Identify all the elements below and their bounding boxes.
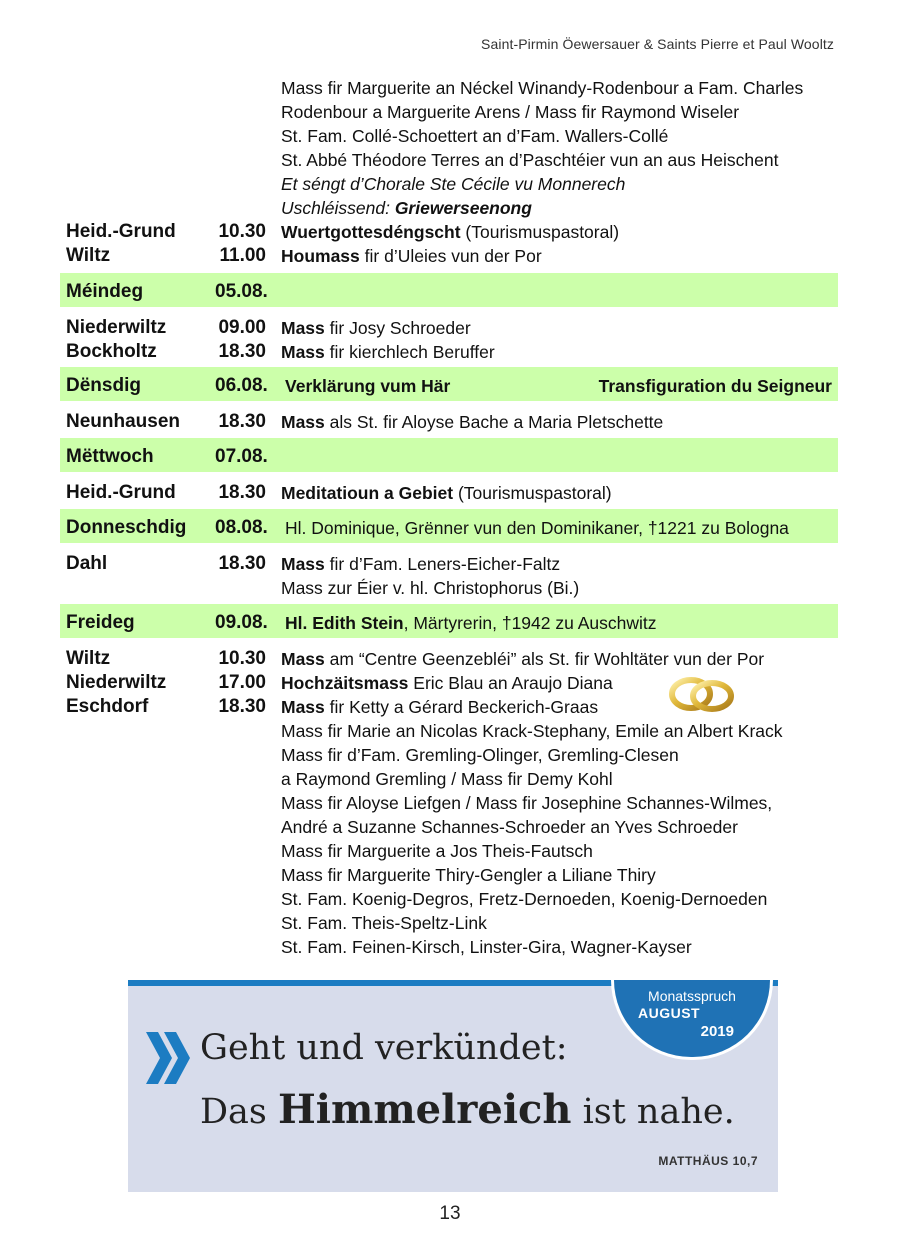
service-type: Mass	[281, 649, 325, 669]
intro-text: Rodenbour a Marguerite Arens / Mass fir Raymond Wiseler	[281, 102, 740, 122]
service-row	[60, 743, 838, 767]
service-place	[60, 863, 170, 887]
service-intention: Mass fir d’Fam. Gremling-Olinger, Gremling-Clesen	[281, 745, 679, 765]
service-time	[170, 863, 270, 887]
place-empty	[60, 124, 170, 148]
service-row	[60, 767, 838, 791]
day-date: 07.08.	[215, 446, 268, 467]
service-place	[60, 576, 170, 600]
place-empty	[60, 100, 170, 124]
day-date: 06.08.	[215, 375, 268, 396]
service-intention: Mass fir Marguerite a Jos Theis-Fautsch	[281, 841, 593, 861]
service-intention: Mass fir Aloyse Liefgen / Mass fir Josephine Schannes-Wilmes,	[281, 793, 773, 813]
service-description	[270, 552, 560, 576]
wedding-rings-icon	[666, 670, 738, 714]
time-empty	[170, 196, 270, 220]
service-time: 10.30	[218, 648, 266, 669]
service-description	[270, 316, 471, 340]
service-place	[60, 911, 170, 935]
service-time	[170, 935, 270, 959]
intro-line	[60, 172, 838, 196]
verse-line-2	[200, 1086, 735, 1133]
day-name: Freideg	[66, 612, 135, 633]
monthly-verse-banner	[128, 980, 778, 1192]
service-place	[60, 839, 170, 863]
intro-closing-line	[60, 196, 838, 220]
day-name: Dënsdig	[66, 375, 141, 396]
service-description	[270, 481, 612, 505]
service-time: 18.30	[218, 696, 266, 717]
day-name: Donneschdig	[66, 517, 187, 538]
service-time	[170, 815, 270, 839]
time-empty	[170, 148, 270, 172]
service-description	[270, 743, 679, 767]
day-bar-tuesday	[60, 367, 838, 401]
service-row	[60, 481, 838, 505]
service-description	[270, 863, 656, 887]
service-row	[60, 552, 838, 576]
service-time: 18.30	[218, 553, 266, 574]
verse-line-2-pre: Das	[200, 1092, 279, 1132]
service-intention: fir Josy Schroeder	[324, 318, 471, 338]
page-header: Saint-Pirmin Öewersauer & Saints Pierre et Paul Wooltz	[481, 36, 834, 52]
service-intention: Mass zur Éier v. hl. Christophorus (Bi.)	[281, 578, 580, 598]
service-row	[60, 839, 838, 863]
service-place: Wiltz	[66, 245, 111, 266]
service-place: Niederwiltz	[66, 672, 167, 693]
service-type: Meditatioun a Gebiet	[281, 483, 454, 503]
page-number: 13	[439, 1203, 461, 1224]
service-time: 18.30	[218, 341, 266, 362]
intro-line	[60, 76, 838, 100]
day-bar-monday	[60, 273, 838, 307]
service-intention: Eric Blau an Araujo Diana	[408, 673, 613, 693]
service-time	[170, 719, 270, 743]
service-time	[170, 887, 270, 911]
feast-detail: , Märtyrerin, †1942 zu Auschwitz	[403, 613, 657, 633]
verse-keyword: Himmelreich	[278, 1086, 572, 1133]
place-empty	[60, 172, 170, 196]
service-intention: André a Suzanne Schannes-Schroeder an Yves Schroeder	[281, 817, 738, 837]
day-date: 08.08.	[215, 517, 268, 538]
service-description	[270, 911, 487, 935]
time-empty	[170, 100, 270, 124]
closing-prefix: Uschléissend:	[281, 198, 395, 218]
service-place	[60, 935, 170, 959]
service-description	[270, 695, 598, 719]
service-place	[60, 743, 170, 767]
service-row	[60, 340, 838, 364]
service-row	[60, 815, 838, 839]
service-place	[60, 767, 170, 791]
service-description	[270, 647, 764, 671]
service-intention: fir Ketty a Gérard Beckerich-Graas	[324, 697, 599, 717]
service-time: 09.00	[218, 317, 266, 338]
service-place: Dahl	[66, 553, 108, 574]
service-intention: St. Fam. Koenig-Degros, Fretz-Dernoeden, Koenig-Dernoeden	[281, 889, 768, 909]
service-intention: Mass fir Marie an Nicolas Krack-Stephany, Emile an Albert Krack	[281, 721, 783, 741]
time-empty	[170, 124, 270, 148]
service-time	[170, 791, 270, 815]
intro-text: St. Abbé Théodore Terres an d’Paschtéier vun an aus Heischent	[281, 150, 779, 170]
service-description	[270, 576, 579, 600]
day-date: 09.08.	[215, 612, 268, 633]
service-time	[170, 911, 270, 935]
service-time: 11.00	[219, 245, 266, 266]
closing-bold: Griewerseenong	[394, 198, 532, 218]
feast-title: Verklärung vum Här	[285, 376, 451, 396]
service-row	[60, 316, 838, 340]
day-date: 05.08.	[215, 281, 268, 302]
monday-services	[60, 316, 838, 364]
service-row	[60, 647, 838, 671]
day-bar-friday	[60, 604, 838, 638]
service-row	[60, 220, 838, 244]
intro-line	[60, 148, 838, 172]
service-description	[270, 767, 613, 791]
service-intention: Mass fir Marguerite Thiry-Gengler a Liliane Thiry	[281, 865, 656, 885]
service-type: Mass	[281, 318, 325, 338]
day-bar-wednesday	[60, 438, 838, 472]
verse-line-2-post: ist nahe.	[571, 1092, 735, 1132]
service-time: 10.30	[218, 221, 266, 242]
service-place: Bockholtz	[66, 341, 157, 362]
service-intention: fir d’Fam. Leners-Eicher-Faltz	[324, 554, 561, 574]
service-time	[170, 743, 270, 767]
service-place: Wiltz	[66, 648, 111, 669]
service-type: Wuertgottesdéngscht	[281, 222, 461, 242]
service-description	[270, 671, 613, 695]
service-place	[60, 791, 170, 815]
place-empty	[60, 148, 170, 172]
service-place	[60, 815, 170, 839]
service-description	[270, 244, 542, 268]
service-type: Mass	[281, 554, 325, 574]
service-intention: fir d’Uleies vun der Por	[359, 246, 542, 266]
service-intention: fir kierchlech Beruffer	[324, 342, 495, 362]
feast-saint: Hl. Edith Stein	[285, 613, 404, 633]
day-bar-thursday	[60, 509, 838, 543]
service-description	[270, 340, 495, 364]
feast-title	[285, 613, 657, 634]
month-badge	[611, 980, 773, 1060]
intro-closing	[270, 196, 532, 220]
service-intention: a Raymond Gremling / Mass fir Demy Kohl	[281, 769, 613, 789]
service-type: Houmass	[281, 246, 360, 266]
thursday-services	[60, 552, 838, 600]
intro-line	[60, 124, 838, 148]
service-row	[60, 791, 838, 815]
intro-text: Mass fir Marguerite an Néckel Winandy-Rodenbour a Fam. Charles	[281, 78, 804, 98]
service-place	[60, 887, 170, 911]
service-place: Heid.-Grund	[66, 221, 176, 242]
badge-year: 2019	[700, 1023, 734, 1040]
service-intention: St. Fam. Theis-Speltz-Link	[281, 913, 487, 933]
intro-block	[60, 76, 838, 220]
sunday-services	[60, 220, 838, 268]
service-type: Mass	[281, 342, 325, 362]
service-type: Mass	[281, 412, 325, 432]
service-description	[270, 220, 619, 244]
service-type: Hochzäitsmass	[281, 673, 409, 693]
service-place: Neunhausen	[66, 411, 181, 432]
intro-text: Et séngt d’Chorale Ste Cécile vu Monnerech	[281, 174, 626, 194]
service-time: 17.00	[218, 672, 266, 693]
verse-line-1: Geht und verkündet:	[200, 1028, 568, 1068]
place-empty	[60, 196, 170, 220]
service-place: Heid.-Grund	[66, 482, 176, 503]
service-description	[270, 410, 663, 434]
service-description	[270, 839, 593, 863]
service-description	[270, 719, 783, 743]
time-empty	[170, 172, 270, 196]
service-intention: am “Centre Geenzebléi” als St. fir Wohltäter vun der Por	[324, 649, 765, 669]
feast-title: Hl. Dominique, Grënner vun den Dominikaner, †1221 zu Bologna	[285, 518, 789, 538]
badge-month: AUGUST	[638, 1005, 701, 1021]
service-row	[60, 863, 838, 887]
service-place	[60, 719, 170, 743]
service-place: Eschdorf	[66, 696, 149, 717]
intro-text: St. Fam. Collé-Schoettert an d’Fam. Wallers-Collé	[281, 126, 669, 146]
service-row	[60, 576, 838, 600]
day-name: Méindeg	[66, 281, 144, 302]
service-row	[60, 244, 838, 268]
verse-reference: MATTHÄUS 10,7	[658, 1154, 758, 1168]
service-place: Niederwiltz	[66, 317, 167, 338]
place-empty	[60, 76, 170, 100]
service-row	[60, 887, 838, 911]
service-time	[170, 767, 270, 791]
double-chevron-icon	[144, 1030, 192, 1086]
service-row	[60, 719, 838, 743]
tuesday-services	[60, 410, 838, 434]
service-time: 18.30	[218, 411, 266, 432]
service-row	[60, 935, 838, 959]
service-description	[270, 935, 692, 959]
day-name: Mëttwoch	[66, 446, 154, 467]
service-row	[60, 410, 838, 434]
service-time	[170, 576, 270, 600]
wednesday-services	[60, 481, 838, 505]
service-intention: (Tourismuspastoral)	[460, 222, 620, 242]
service-intention: St. Fam. Feinen-Kirsch, Linster-Gira, Wagner-Kayser	[281, 937, 692, 957]
service-time	[170, 839, 270, 863]
service-description	[270, 791, 772, 815]
intro-line	[60, 100, 838, 124]
service-type: Mass	[281, 697, 325, 717]
time-empty	[170, 76, 270, 100]
service-intention: (Tourismuspastoral)	[453, 483, 612, 503]
badge-title: Monatsspruch	[648, 988, 736, 1004]
service-intention: als St. fir Aloyse Bache a Maria Pletschette	[324, 412, 664, 432]
service-description	[270, 815, 738, 839]
service-description	[270, 887, 767, 911]
service-row	[60, 911, 838, 935]
service-time: 18.30	[218, 482, 266, 503]
feast-title-french: Transfiguration du Seigneur	[598, 376, 832, 396]
